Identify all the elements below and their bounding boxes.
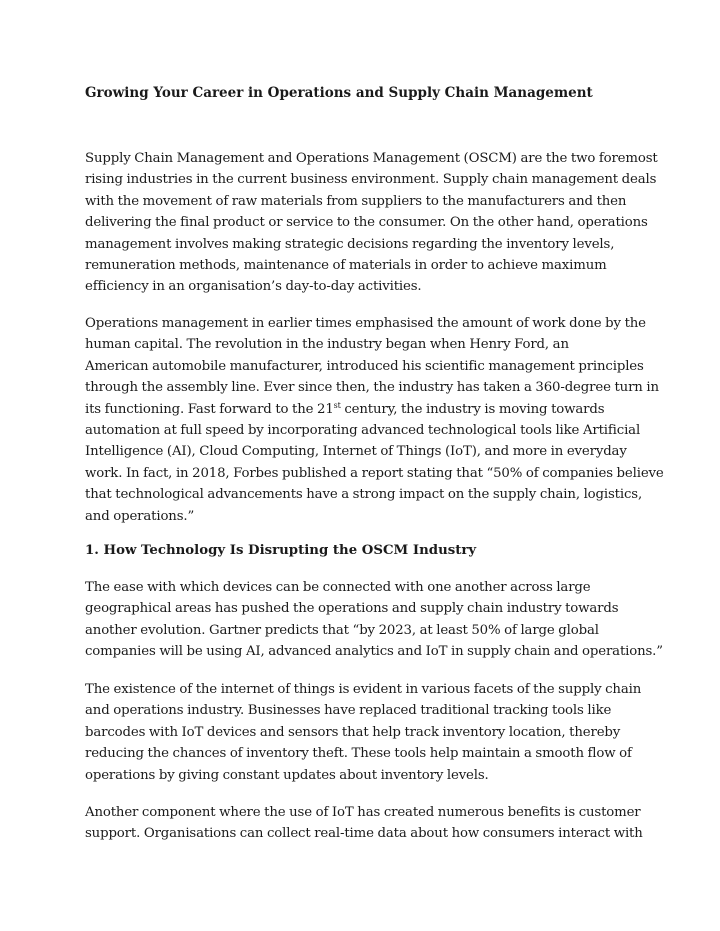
text-line: automation at full speed by incorporating advanced technological tools like Artificial (85, 423, 641, 439)
text-line: management involves making strategic decisions regarding the inventory levels, (85, 236, 615, 252)
text-line: efficiency in an organisation’s day-to-day activities. (85, 279, 422, 295)
text-line: delivering the final product or service to the consumer. On the other hand, operations (85, 215, 648, 231)
text-line: with the movement of raw materials from suppliers to the manufacturers and then (85, 193, 627, 209)
text-line: Another component where the use of IoT has created numerous benefits is customer (85, 805, 641, 820)
ordinal-superscript: st (333, 400, 341, 410)
text-line: another evolution. Gartner predicts that “by 2023, at least 50% of large global (85, 622, 599, 638)
section-heading: 1. How Technology Is Disrupting the OSCM Industry (85, 543, 477, 558)
paragraph-intro (85, 148, 658, 298)
paragraph-customer-support (85, 802, 645, 845)
text-line: American automobile manufacturer, introduced his scientific management principles (85, 358, 644, 374)
text-line: geographical areas has pushed the operations and supply chain industry towards (85, 601, 619, 617)
text-line (85, 399, 645, 420)
text-line: Supply Chain Management and Operations Management (OSCM) are the two foremost (85, 151, 658, 166)
text-line: The ease with which devices can be connected with one another across large (85, 580, 591, 595)
paragraph-history (85, 313, 664, 527)
text-line: operations by giving constant updates about inventory levels. (85, 767, 489, 783)
text-line: companies will be using AI, advanced analytics and IoT in supply chain and operations.” (85, 644, 663, 660)
page-title: Growing Your Career in Operations and Supply Chain Management (85, 85, 593, 101)
text-line: and operations industry. Businesses have replaced traditional tracking tools like (85, 703, 612, 719)
text-line: through the assembly line. Ever since then, the industry has taken a 360-degree turn in (85, 380, 659, 396)
paragraph-iot (85, 679, 645, 786)
text-fragment: its functioning. Fast forward to the 21 (85, 401, 334, 417)
text-line: and operations.” (85, 508, 195, 524)
text-line: Operations management in earlier times emphasised the amount of work done by the (85, 316, 646, 331)
text-line: rising industries in the current business environment. Supply chain management deals (85, 172, 657, 188)
text-line: that technological advancements have a strong impact on the supply chain, logistics, (85, 487, 643, 503)
text-line: human capital. The revolution in the industry began when Henry Ford, an (85, 337, 569, 353)
text-line: barcodes with IoT devices and sensors that help track inventory location, thereby (85, 724, 621, 740)
text-line: remuneration methods, maintenance of materials in order to achieve maximum (85, 258, 607, 274)
text-line: support. Organisations can collect real-time data about how consumers interact with (85, 826, 643, 842)
text-line: work. In fact, in 2018, Forbes published a report stating that “50% of companies believe (85, 465, 664, 481)
text-line: Intelligence (AI), Cloud Computing, Internet of Things (IoT), and more in everyday (85, 444, 627, 460)
text-line: The existence of the internet of things is evident in various facets of the supply chain (85, 682, 642, 697)
text-line: reducing the chances of inventory theft. These tools help maintain a smooth flow of (85, 746, 632, 762)
text-fragment: century, the industry is moving towards (340, 401, 605, 417)
paragraph-technology (85, 577, 663, 663)
